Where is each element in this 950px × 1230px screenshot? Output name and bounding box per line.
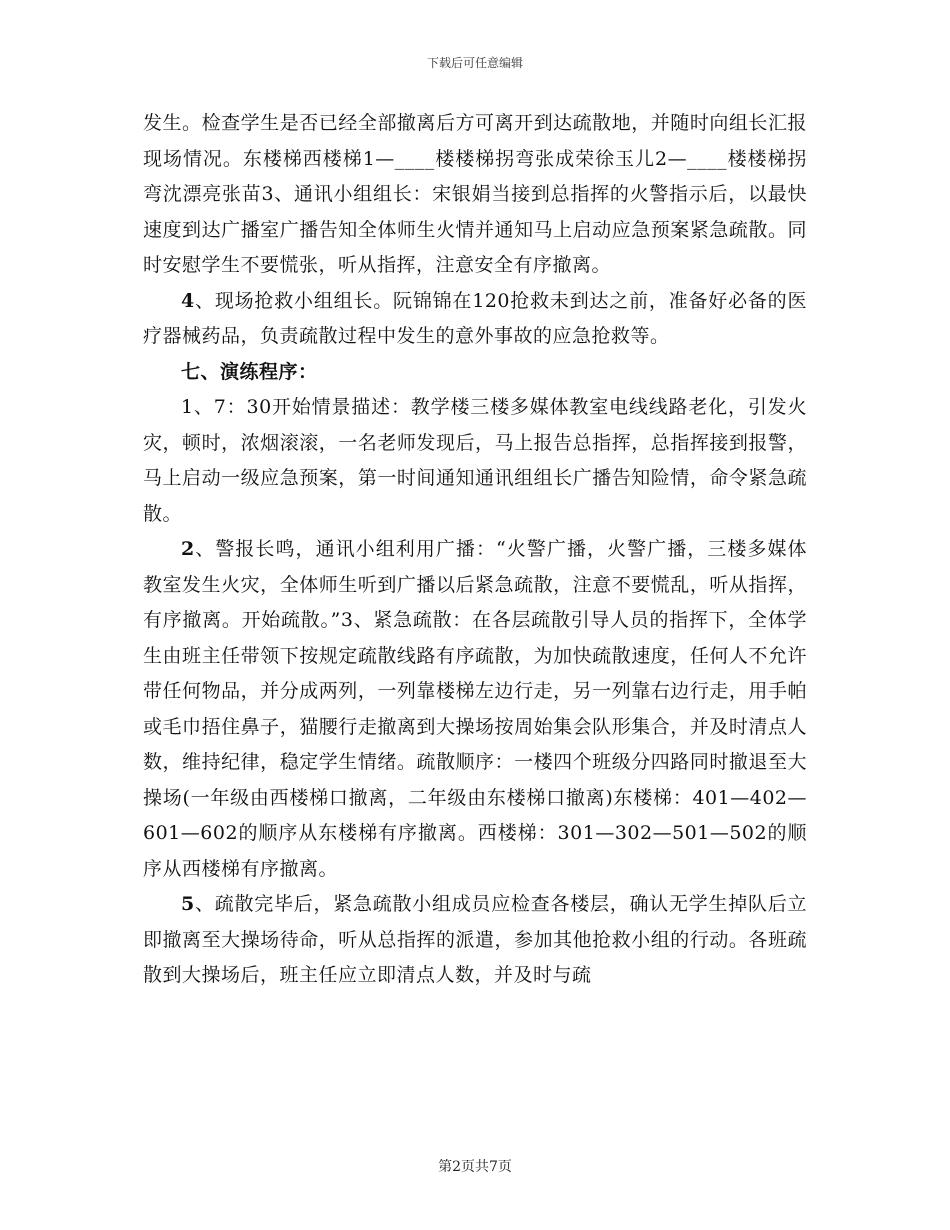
page-header: 下载后可任意编辑 [426, 56, 523, 70]
paragraph-text: 、警报长鸣，通讯小组利用广播：“火警广播，火警广播，三楼多媒体教室发生火灾，全体师生听到广播以后紧急疏散，注意不要慌乱，听从指挥，有序撤离。开始疏散。”3、紧急疏散：在各层疏散引导人员的指挥下，全体学生由班主任带领下按规定疏散线路有序疏散，为加快疏散速度，任何人不允许带任何物品，并分成两列，一列靠楼梯左边行走，另一列靠右边行走，用手帕或毛巾捂住鼻子，猫腰行走撤离到大操场按周始集会队形集合，并及时清点人数，维持纪律，稳定学生情绪。疏散顺序：一楼四个班级分四路同时撤退至大操场(一年级由西楼梯口撤离，二年级由东楼梯口撤离)东楼梯：401—402—601—602的顺序从东楼梯有序撤离。西楼梯：301—302—501—502的顺序从西楼梯有序撤离。 [143, 538, 807, 880]
paragraph-alarm [143, 532, 807, 887]
paragraph-number: 5 [181, 893, 195, 915]
section-heading: 七、演练程序： [181, 360, 318, 383]
paragraph-number: 2 [181, 538, 195, 560]
paragraph-scenario [143, 390, 807, 532]
paragraph-continuation [143, 106, 807, 284]
document-body [143, 106, 807, 994]
paragraph-text: 、疏散完毕后，紧急疏散小组成员应检查各楼层，确认无学生掉队后立即撤离至大操场待命，听从总指挥的派遣，参加其他抢救小组的行动。各班疏散到大操场后，班主任应立即清点人数，并及时与疏 [143, 893, 807, 986]
paragraph-rescue-team [143, 284, 807, 355]
paragraph-text: 1、7：30开始情景描述：教学楼三楼多媒体教室电线线路老化，引发火灾，顿时，浓烟滚滚，一名老师发现后，马上报告总指挥，总指挥接到报警，马上启动一级应急预案，第一时间通知通讯组组长广播告知险情，命令紧急疏散。 [143, 396, 807, 525]
page-footer: 第2页共7页 [438, 1159, 512, 1175]
paragraph-text: 发生。检查学生是否已经全部撤离后方可离开到达疏散地，并随时向组长汇报现场情况。东楼梯西楼梯1—____楼楼梯拐弯张成荣徐玉儿2—____楼楼梯拐弯沈漂亮张苗3、通讯小组组长：宋银娟当接到总指挥的火警指示后，以最快速度到达广播室广播告知全体师生火情并通知马上启动应急预案紧急疏散。同时安慰学生不要慌张，听从指挥，注意安全有序撤离。 [143, 112, 807, 276]
paragraph-after-evacuation [143, 887, 807, 994]
paragraph-text: 、现场抢救小组组长。阮锦锦在120抢救未到达之前，准备好必备的医疗器械药品，负责疏散过程中发生的意外事故的应急抢救等。 [143, 289, 807, 347]
paragraph-number: 4 [181, 289, 195, 312]
